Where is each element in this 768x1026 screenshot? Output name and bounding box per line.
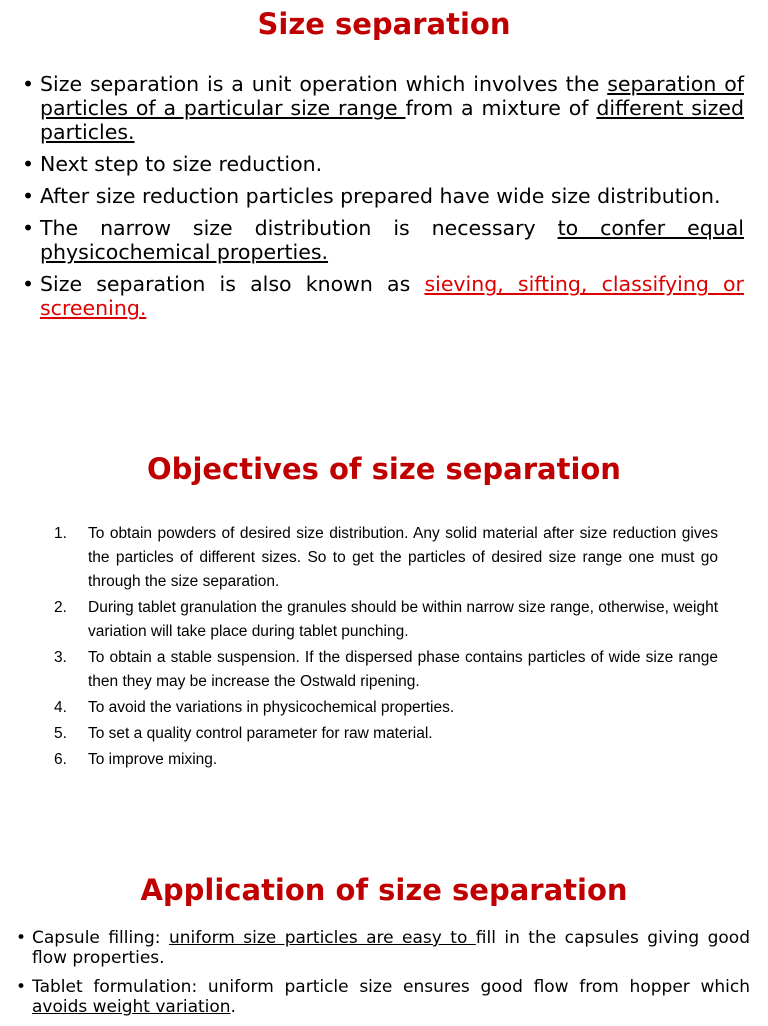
bullet-narrow-distribution (22, 216, 744, 264)
item-number: 2. (54, 599, 67, 616)
item-text: To obtain a stable suspension. If the dispersed phase contains particles of wide size range then they may be increase the Ostwald ripening. (88, 649, 718, 690)
bullet-text: . (230, 997, 236, 1017)
bullet-text: Tablet formulation: uniform particle size ensures good flow from hopper which (32, 977, 750, 997)
objective-item (52, 696, 718, 720)
bullet-tablet-formulation (16, 977, 750, 1017)
bullet-text: Size separation is a unit operation which involves the (40, 72, 608, 96)
size-separation-bullets (22, 72, 744, 328)
underlined-text: avoids weight variation (32, 997, 231, 1017)
item-text: During tablet granulation the granules should be within narrow size range, otherwise, weight variation will take place during tablet punching. (88, 599, 718, 640)
bullet-distribution (22, 184, 744, 208)
underlined-text: to confer equal physicochemical properties. (40, 216, 744, 264)
item-number: 3. (54, 649, 67, 666)
bullet-text: Size separation is also known as (40, 272, 425, 296)
objective-item (52, 748, 718, 772)
red-underlined-text: sieving, sifting, classifying or screening. (40, 272, 744, 320)
underlined-text: uniform size particles are easy to (168, 928, 476, 948)
bullet-definition (22, 72, 744, 144)
bullet-text: Capsule filling: (32, 928, 169, 948)
item-number: 6. (54, 751, 67, 768)
item-text: To obtain powders of desired size distribution. Any solid material after size reduction gives the particles of different sizes. So to get the particles of desired size range one must go through the size separation. (88, 525, 718, 590)
item-number: 1. (54, 525, 67, 542)
objectives-list (52, 522, 718, 774)
title-objectives: Objectives of size separation (147, 452, 621, 486)
bullet-text: After size reduction particles prepared have wide size distribution. (40, 184, 721, 208)
item-text: To set a quality control parameter for raw material. (88, 725, 433, 742)
bullet-capsule-filling (16, 928, 750, 968)
item-text: To improve mixing. (88, 751, 218, 768)
underlined-text: different sized particles. (40, 96, 745, 144)
bullet-also-known-as (22, 272, 744, 320)
bullet-text: fill in the capsules giving good flow properties. (32, 928, 750, 968)
bullet-text: from a mixture of (405, 96, 597, 120)
item-number: 4. (54, 699, 67, 716)
objective-item (52, 646, 718, 694)
underlined-text: separation of particles of a particular size range (40, 72, 745, 120)
application-bullets (16, 928, 750, 1026)
item-number: 5. (54, 725, 67, 742)
bullet-text: The narrow size distribution is necessary (40, 216, 558, 240)
title-size-separation: Size separation (257, 7, 511, 41)
title-application: Application of size separation (140, 873, 628, 907)
objective-item (52, 596, 718, 644)
bullet-text: Next step to size reduction. (40, 152, 323, 176)
item-text: To avoid the variations in physicochemical properties. (88, 699, 455, 716)
objective-item (52, 522, 718, 594)
bullet-next-step (22, 152, 744, 176)
objective-item (52, 722, 718, 746)
